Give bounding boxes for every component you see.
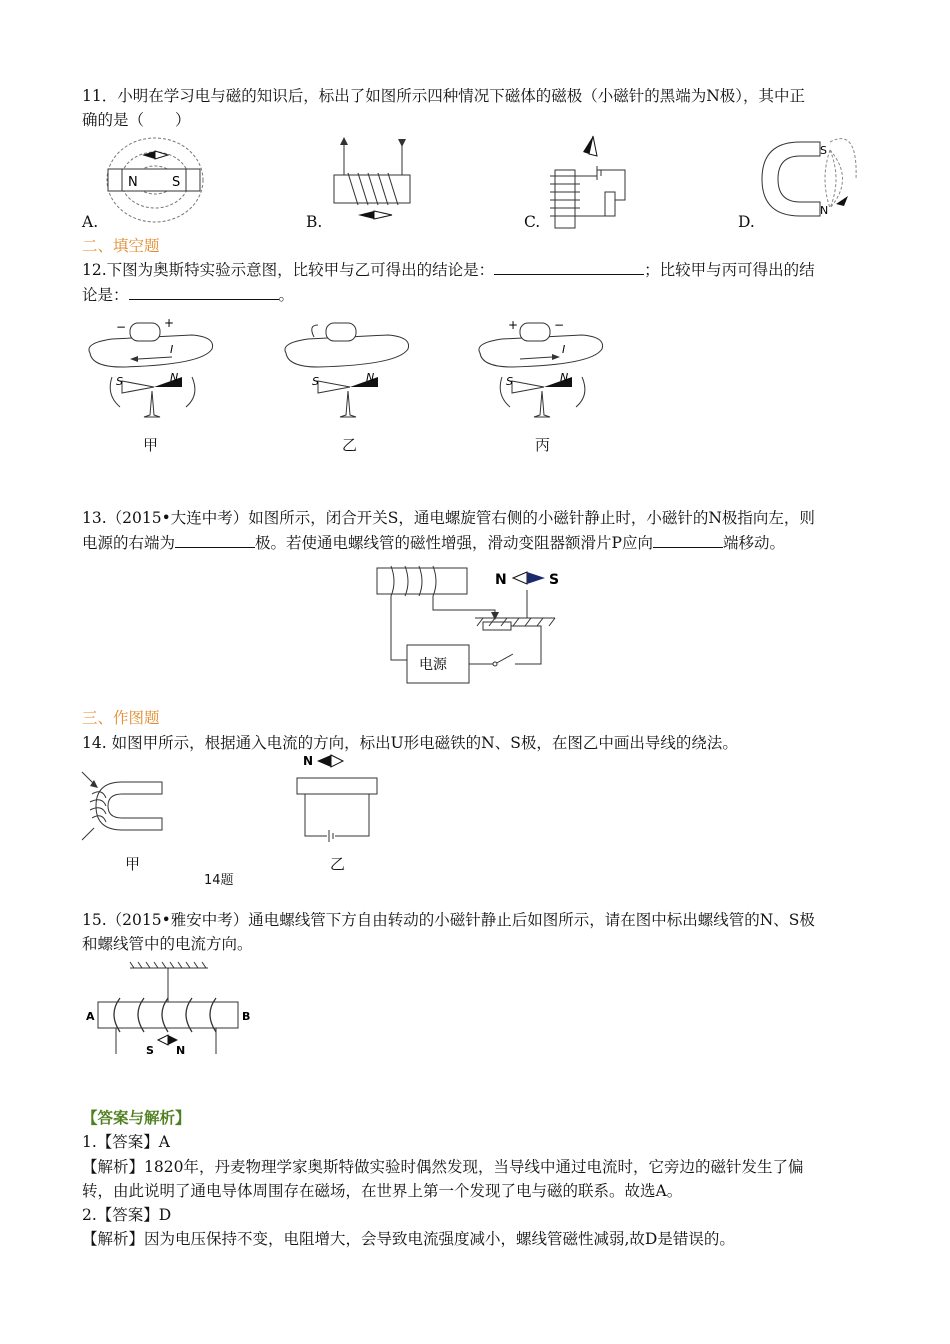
q11-figure-b (330, 135, 415, 225)
answer-1: 1.【答案】A (82, 1133, 170, 1151)
answer-1-explanation-line1: 【解析】1820年，丹麦物理学家奥斯特做实验时偶然发现，当导线中通过电流时，它旁边的磁针发生了偏 (82, 1158, 804, 1176)
q13-circuit-figure (375, 560, 585, 690)
option-c: C. (524, 213, 541, 231)
svg-text:S: S (312, 375, 319, 388)
svg-text:N: N (176, 1044, 186, 1057)
svg-text:S: S (820, 144, 827, 157)
svg-text:N: N (303, 754, 314, 768)
svg-text:N: N (170, 371, 179, 384)
option-d: D. (738, 213, 755, 231)
q12-figure-yi (278, 315, 418, 435)
svg-text:A: A (86, 1010, 95, 1023)
q15-solenoid-figure (82, 962, 257, 1057)
q12-figure-jia (82, 315, 222, 435)
svg-text:I: I (170, 343, 174, 356)
svg-text:N: N (366, 371, 375, 384)
section-title-fill-blank: 二、填空题 (82, 237, 160, 255)
q12-label-jia: 甲 (143, 436, 159, 454)
svg-text:N: N (128, 175, 138, 190)
svg-text:N: N (560, 371, 569, 384)
q13-blank-1[interactable] (175, 533, 255, 548)
q12-line1: 12.下图为奥斯特实验示意图，比较甲与乙可得出的结论是： ；比较甲与丙可得出的结 (82, 261, 815, 279)
q11-figure-a (100, 135, 210, 230)
svg-text:电源: 电源 (419, 657, 447, 673)
svg-text:B: B (242, 1010, 251, 1023)
svg-text:I: I (562, 343, 566, 356)
q12-line2: 论是： 。 (82, 286, 295, 304)
svg-text:S: S (549, 572, 560, 588)
svg-text:S: S (116, 375, 123, 388)
svg-text:N: N (495, 572, 507, 588)
option-a: A. (82, 213, 99, 231)
svg-text:S: S (146, 1044, 154, 1057)
q14-needle (303, 752, 353, 770)
q11-line2: 确的是（ ） (82, 111, 191, 129)
answer-2: 2.【答案】D (82, 1206, 172, 1224)
q14-caption: 14题 (204, 873, 234, 888)
answer-2-explanation: 【解析】因为电压保持不变，电阻增大，会导致电流强度减小，螺线管磁性减弱,故D是错误的。 (82, 1230, 735, 1248)
q14-label-jia: 甲 (125, 855, 141, 873)
svg-text:S: S (172, 175, 181, 190)
answer-1-explanation-line2: 转，由此说明了通电导体周围存在磁场，在世界上第一个发现了电与磁的联系。故选A。 (82, 1182, 683, 1200)
q12-figure-bing (472, 315, 612, 435)
svg-text:+: + (508, 318, 519, 332)
option-b: B. (306, 213, 323, 231)
svg-text:N: N (820, 204, 829, 217)
q14-figure-yi (295, 778, 385, 843)
q15-line2: 和螺线管中的电流方向。 (82, 935, 253, 953)
svg-text:−: − (554, 318, 565, 332)
q14-figure-jia (82, 770, 192, 850)
q11-line1: 11．小明在学习电与磁的知识后，标出了如图所示四种情况下磁体的磁极（小磁针的黑端为N极），其中正 (82, 87, 806, 105)
q11-figure-d (760, 132, 860, 227)
q15-line1: 15.（2015•雅安中考）通电螺线管下方自由转动的小磁针静止后如图所示，请在图中标出螺线管的N、S极 (82, 911, 815, 929)
q14-label-yi: 乙 (330, 855, 346, 873)
q12-blank-1[interactable] (494, 260, 644, 275)
q11-figure-c (545, 130, 635, 230)
section-title-drawing: 三、作图题 (82, 709, 160, 727)
q13-line1: 13.（2015•大连中考）如图所示，闭合开关S，通电螺旋管右侧的小磁针静止时，小磁针的N极指向左，则 (82, 509, 815, 527)
q14-line1: 14. 如图甲所示，根据通入电流的方向，标出U形电磁铁的N、S极，在图乙中画出导线的绕法。 (82, 734, 738, 752)
svg-text:−: − (116, 320, 127, 334)
q12-blank-2[interactable] (129, 285, 279, 300)
svg-text:S: S (506, 375, 513, 388)
q13-line2: 电源的右端为 极。若使通电螺线管的磁性增强，滑动变阻器额滑片P应向 端移动。 (82, 534, 785, 552)
q13-blank-2[interactable] (653, 533, 723, 548)
answers-header: 【答案与解析】 (82, 1108, 191, 1127)
q12-label-bing: 丙 (535, 436, 551, 454)
q12-label-yi: 乙 (342, 436, 358, 454)
svg-text:+: + (164, 316, 175, 330)
